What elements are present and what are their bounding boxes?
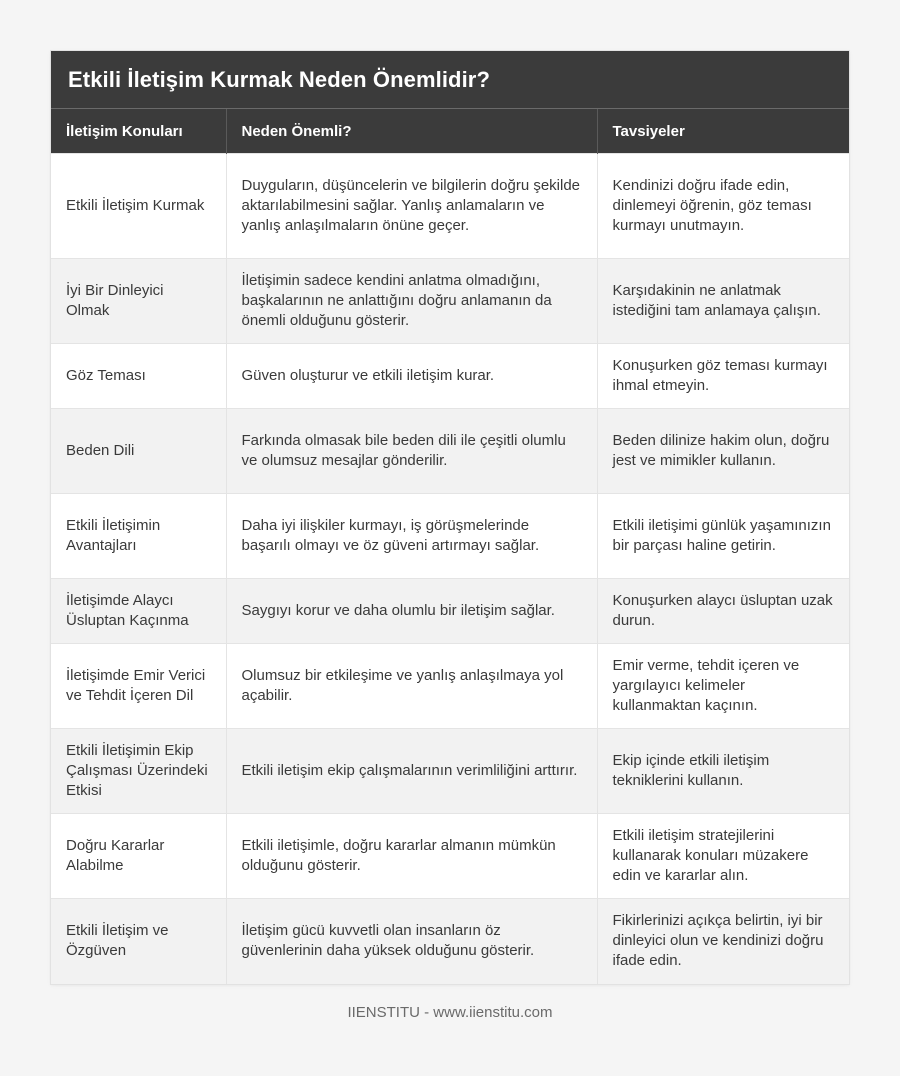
advice-cell: Kendinizi doğru ifade edin, dinlemeyi öğrenin, göz teması kurmayı unutmayın. <box>597 154 849 259</box>
content-card <box>51 51 849 984</box>
table-row <box>51 344 849 409</box>
topic-cell: Doğru Kararlar Alabilme <box>51 814 226 899</box>
topic-cell: İletişimde Alaycı Üsluptan Kaçınma <box>51 579 226 644</box>
advice-cell: Beden dilinize hakim olun, doğru jest ve mimikler kullanın. <box>597 409 849 494</box>
advice-cell: Karşıdakinin ne anlatmak istediğini tam anlamaya çalışın. <box>597 259 849 344</box>
table-row <box>51 644 849 729</box>
advice-cell: Ekip içinde etkili iletişim tekniklerini kullanın. <box>597 729 849 814</box>
table-row <box>51 579 849 644</box>
advice-cell: Konuşurken alaycı üsluptan uzak durun. <box>597 579 849 644</box>
why-cell: Saygıyı korur ve daha olumlu bir iletişim sağlar. <box>226 579 597 644</box>
topic-cell: Etkili İletişim Kurmak <box>51 154 226 259</box>
why-cell: Güven oluşturur ve etkili iletişim kurar. <box>226 344 597 409</box>
table-row <box>51 814 849 899</box>
why-cell: Olumsuz bir etkileşime ve yanlış anlaşılmaya yol açabilir. <box>226 644 597 729</box>
table-row <box>51 494 849 579</box>
why-cell: Duyguların, düşüncelerin ve bilgilerin doğru şekilde aktarılabilmesini sağlar. Yanlış anlamaların ve yanlış anlaşılmaların önüne geçer. <box>226 154 597 259</box>
page-title: Etkili İletişim Kurmak Neden Önemlidir? <box>68 66 491 92</box>
advice-cell: Etkili iletişim stratejilerini kullanarak konuları müzakere edin ve kararlar alın. <box>597 814 849 899</box>
why-cell: Etkili iletişim ekip çalışmalarının verimliliğini arttırır. <box>226 729 597 814</box>
why-cell: Farkında olmasak bile beden dili ile çeşitli olumlu ve olumsuz mesajlar gönderilir. <box>226 409 597 494</box>
table-row <box>51 899 849 984</box>
advice-cell: Konuşurken göz teması kurmayı ihmal etmeyin. <box>597 344 849 409</box>
topic-cell: Göz Teması <box>51 344 226 409</box>
advice-cell: Etkili iletişimi günlük yaşamınızın bir parçası haline getirin. <box>597 494 849 579</box>
why-cell: Daha iyi ilişkiler kurmayı, iş görüşmelerinde başarılı olmayı ve öz güveni artırmayı sağlar. <box>226 494 597 579</box>
why-cell: İletişimin sadece kendini anlatma olmadığını, başkalarının ne anlattığını doğru anlamanın da önemli olduğunu gösterir. <box>226 259 597 344</box>
topic-cell: Beden Dili <box>51 409 226 494</box>
footer-credit: IIENSTITU - www.iienstitu.com <box>347 1004 553 1021</box>
why-cell: Etkili iletişimle, doğru kararlar almanın mümkün olduğunu gösterir. <box>226 814 597 899</box>
topic-cell: İyi Bir Dinleyici Olmak <box>51 259 226 344</box>
column-header-topic: İletişim Konuları <box>51 109 226 154</box>
table-row <box>51 409 849 494</box>
table-row <box>51 729 849 814</box>
topic-cell: Etkili İletişimin Ekip Çalışması Üzerindeki Etkisi <box>51 729 226 814</box>
table-header-row <box>51 109 849 154</box>
topic-cell: Etkili İletişimin Avantajları <box>51 494 226 579</box>
topic-cell: İletişimde Emir Verici ve Tehdit İçeren Dil <box>51 644 226 729</box>
column-header-advice: Tavsiyeler <box>597 109 849 154</box>
advice-cell: Fikirlerinizi açıkça belirtin, iyi bir dinleyici olun ve kendinizi doğru ifade edin. <box>597 899 849 984</box>
title-bar <box>51 51 849 109</box>
why-cell: İletişim gücü kuvvetli olan insanların öz güvenlerinin daha yüksek olduğunu gösterir. <box>226 899 597 984</box>
info-table <box>51 109 849 984</box>
table-row <box>51 154 849 259</box>
advice-cell: Emir verme, tehdit içeren ve yargılayıcı kelimeler kullanmaktan kaçının. <box>597 644 849 729</box>
table-row <box>51 259 849 344</box>
column-header-why: Neden Önemli? <box>226 109 597 154</box>
topic-cell: Etkili İletişim ve Özgüven <box>51 899 226 984</box>
